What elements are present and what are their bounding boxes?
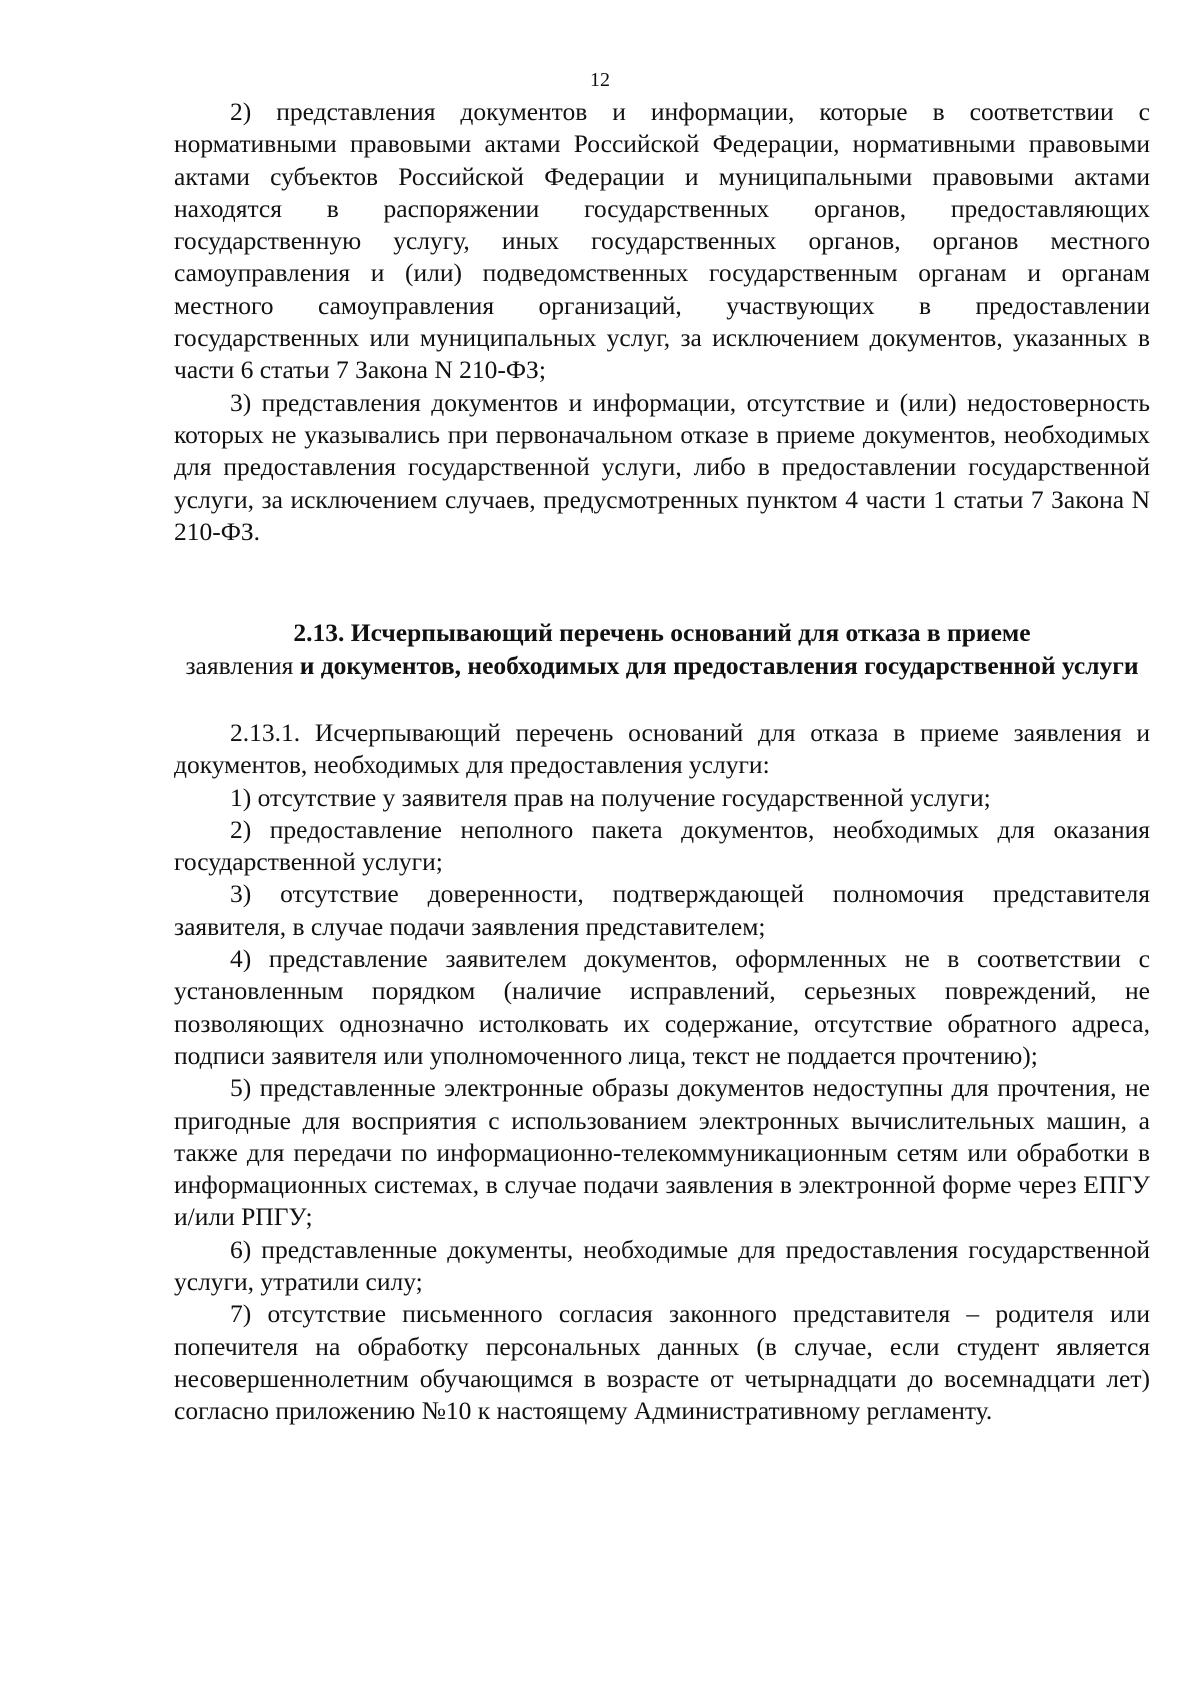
section-body: [174, 717, 1150, 1428]
section-heading-title: 2.13. Исчерпывающий перечень оснований для отказа в приеме: [293, 618, 1031, 647]
list-item: 7) отсутствие письменного согласия законного представителя – родителя или попечителя на обработку персональных данных (в случае, если студент является несовершеннолетним обучающимся в возрасте от четырнадцати до восемнадцати лет) согласно приложению №10 к настоящему Административному регламенту.: [174, 1299, 1150, 1426]
section-heading-rest: и документов, необходимых для предоставления государственной услуги: [299, 651, 1139, 680]
page-number: 12: [590, 69, 610, 91]
section-heading: [174, 616, 1150, 682]
list-item: 6) представленные документы, необходимые для предоставления государственной услуги, утратили силу;: [174, 1234, 1150, 1297]
list-item: 4) представление заявителем документов, оформленных не в соответствии с установленным порядком (наличие исправлений, серьезных повреждений, не позволяющих однозначно истолковать их содержание, отсутствие обратного адреса, подписи заявителя или уполномоченного лица, текст не поддается прочтению);: [174, 944, 1150, 1070]
list-item: 1) отсутствие у заявителя прав на получение государственной услуги;: [230, 782, 991, 812]
section-heading-normal: заявления: [185, 651, 294, 680]
section-intro: 2.13.1. Исчерпывающий перечень оснований для отказа в приеме заявления и документов, необходимых для предоставления услуги:: [174, 718, 1150, 780]
intro-item-2: 2) представления документов и информации, которые в соответствии с нормативными правовыми актами Российской Федерации, нормативными правовыми актами субъектов Российской Федерации и муниципальными правовыми актами находятся в распоряжении государственных органов, предоставляющих государственную услугу, иных государственных органов, органов местного самоуправления и (или) подведомственных государственным органам и органам местного самоуправления организаций, участвующих в предоставлении государственных или муниципальных услуг, за исключением документов, указанных в части 6 статьи 7 Закона N 210-ФЗ;: [174, 97, 1150, 385]
intro-items: [174, 96, 1150, 548]
list-item: 3) отсутствие доверенности, подтверждающей полномочия представителя заявителя, в случае подачи заявления представителем;: [174, 879, 1150, 941]
list-item: 5) представленные электронные образы документов недоступны для прочтения, не пригодные для восприятия с использованием электронных вычислительных машин, а также для передачи по информационно-телекоммуникационным сетям или обработки в информационных системах, в случае подачи заявления в электронной форме через ЕПГУ и/или РПГУ;: [174, 1073, 1150, 1232]
list-item: 2) предоставление неполного пакета документов, необходимых для оказания государственной услуги;: [174, 814, 1150, 877]
intro-item-3: 3) представления документов и информации, отсутствие и (или) недостоверность которых не указывались при первоначальном отказе в приеме документов, необходимых для предоставления государственной услуги, либо в предоставлении государственной услуги, за исключением случаев, предусмотренных пунктом 4 части 1 статьи 7 Закона N 210-ФЗ.: [174, 387, 1150, 546]
